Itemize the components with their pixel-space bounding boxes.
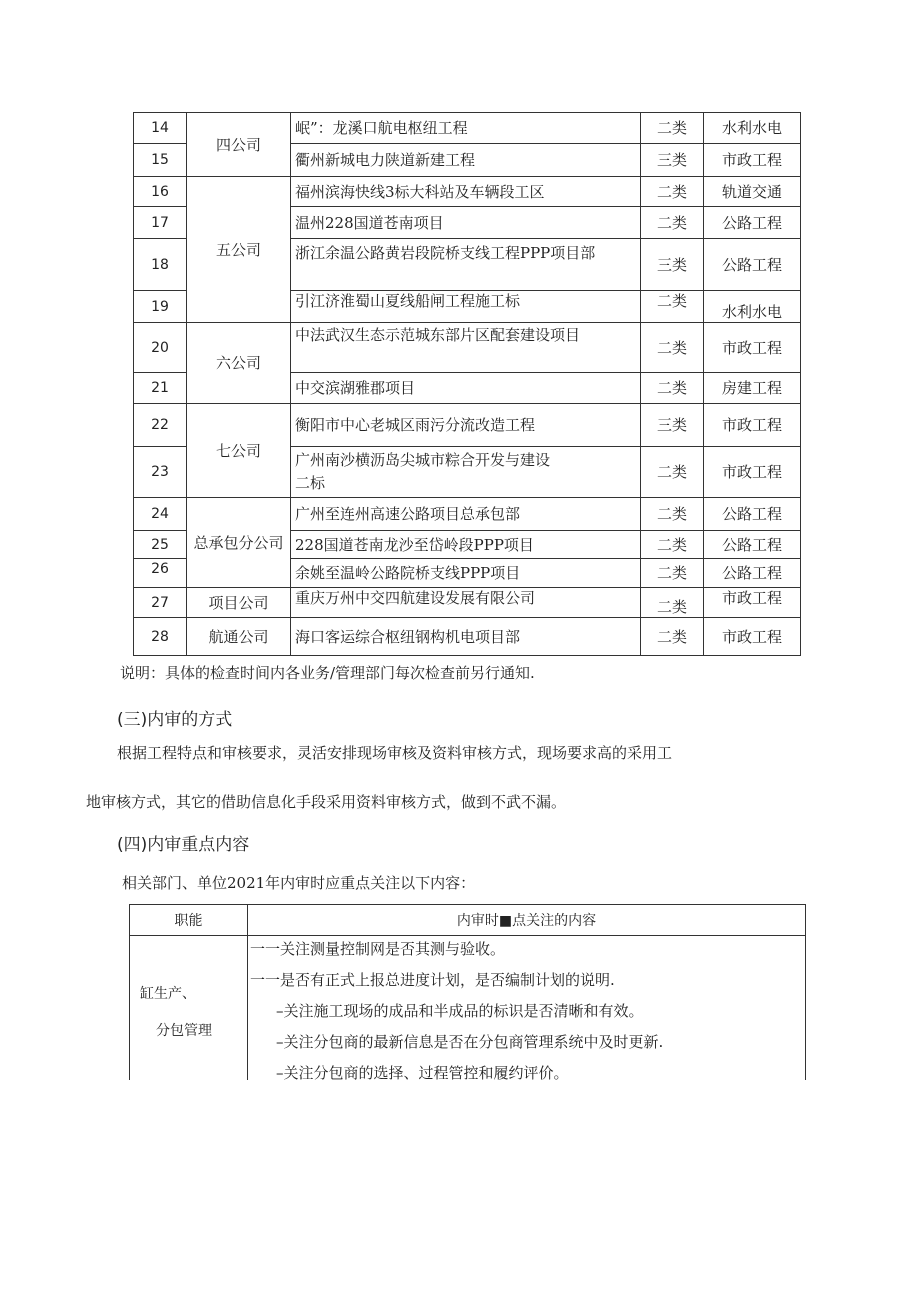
row-number: 26 xyxy=(134,559,187,588)
focus-item: 一一是否有正式上报总进度计划，是否编制计划的说明. xyxy=(250,971,615,989)
project-name: 广州至连州高速公路项目总承包部 xyxy=(291,498,641,531)
company-cell: 项目公司 xyxy=(187,588,291,618)
project-industry: 市政工程 xyxy=(704,404,801,447)
project-name: 重庆万州中交四航建设发展有限公司 xyxy=(291,588,641,618)
project-name: 引江济淮蜀山夏线船闸工程施工标 xyxy=(291,291,641,323)
company-cell: 七公司 xyxy=(187,404,291,498)
project-class: 二类 xyxy=(641,323,704,373)
project-industry: 市政工程 xyxy=(704,323,801,373)
section4-intro: 相关部门、单位2021年内审时应重点关注以下内容： xyxy=(122,874,476,892)
function-cell xyxy=(130,936,248,1081)
project-table xyxy=(133,112,801,656)
table-row xyxy=(134,177,801,207)
table-row xyxy=(134,113,801,144)
row-number: 27 xyxy=(134,588,187,618)
project-class: 三类 xyxy=(641,144,704,177)
row-number: 20 xyxy=(134,323,187,373)
function-line2: 分包管理 xyxy=(156,1023,212,1039)
project-name: 衡阳市中心老城区雨污分流改造工程 xyxy=(291,404,641,447)
function-line1: 缸生产、 xyxy=(140,986,196,1002)
project-name: 中法武汉生态示范城东部片区配套建设项目 xyxy=(291,323,641,373)
row-number: 19 xyxy=(134,291,187,323)
table-header-row xyxy=(130,905,806,936)
project-class: 二类 xyxy=(641,291,704,323)
project-name: 浙江余温公路黄岩段院桥支线工程PPP项目部 xyxy=(291,239,641,291)
project-industry: 市政工程 xyxy=(704,588,801,618)
audit-focus-table xyxy=(129,904,806,1080)
table-row xyxy=(134,404,801,447)
row-number: 16 xyxy=(134,177,187,207)
table-row xyxy=(134,618,801,656)
project-class: 三类 xyxy=(641,239,704,291)
focus-item: –关注施工现场的成品和半成品的标识是否清晰和有效。 xyxy=(276,1002,644,1020)
project-industry: 公路工程 xyxy=(704,207,801,239)
section4-title: (四)内审重点内容 xyxy=(117,835,250,855)
row-number: 25 xyxy=(134,531,187,559)
company-cell: 总承包分公司 xyxy=(187,498,291,588)
row-number: 22 xyxy=(134,404,187,447)
company-cell: 五公司 xyxy=(187,177,291,323)
section3-title: (三)内审的方式 xyxy=(117,710,233,730)
project-class: 二类 xyxy=(641,177,704,207)
row-number: 24 xyxy=(134,498,187,531)
row-number: 14 xyxy=(134,113,187,144)
table-row xyxy=(134,498,801,531)
row-number: 17 xyxy=(134,207,187,239)
project-class: 二类 xyxy=(641,531,704,559)
section3-para-line2: 地审核方式，其它的借助信息化手段采用资料审核方式，做到不武不漏。 xyxy=(86,793,567,811)
project-name: 衢州新城电力陕道新建工程 xyxy=(291,144,641,177)
company-cell: 航通公司 xyxy=(187,618,291,656)
project-name: 岷”：龙溪口航电枢纽工程 xyxy=(291,113,641,144)
project-name: 中交滨湖雅郡项目 xyxy=(291,373,641,404)
table-row xyxy=(130,936,806,1081)
project-class: 三类 xyxy=(641,404,704,447)
project-class: 二类 xyxy=(641,373,704,404)
row-number: 15 xyxy=(134,144,187,177)
project-class: 二类 xyxy=(641,498,704,531)
focus-item: –关注分包商的最新信息是否在分包商管理系统中及时更新. xyxy=(276,1033,664,1051)
header-focus: 内审时■点关注的内容 xyxy=(248,905,806,936)
focus-item: –关注分包商的选择、过程管控和履约评价。 xyxy=(276,1064,569,1082)
row-number: 23 xyxy=(134,447,187,498)
project-industry: 轨道交通 xyxy=(704,177,801,207)
project-name: 海口客运综合枢纽钢构机电项目部 xyxy=(291,618,641,656)
table-row xyxy=(134,323,801,373)
table-note: 说明：具体的检查时间内各业务/管理部门每次检查前另行通知. xyxy=(120,664,535,682)
project-industry: 市政工程 xyxy=(704,447,801,498)
project-industry: 水利水电 xyxy=(704,113,801,144)
project-industry: 水利水电 xyxy=(704,291,801,323)
project-industry: 房建工程 xyxy=(704,373,801,404)
row-number: 18 xyxy=(134,239,187,291)
project-class: 二类 xyxy=(641,588,704,618)
company-cell: 四公司 xyxy=(187,113,291,177)
project-industry: 公路工程 xyxy=(704,559,801,588)
row-number: 21 xyxy=(134,373,187,404)
project-class: 二类 xyxy=(641,618,704,656)
project-name-line2: 二标 xyxy=(295,474,326,492)
project-name: 228国道苍南龙沙至岱岭段PPP项目 xyxy=(291,531,641,559)
project-name: 余姚至温岭公路院桥支线PPP项目 xyxy=(291,559,641,588)
header-function: 职能 xyxy=(130,905,248,936)
project-industry: 公路工程 xyxy=(704,498,801,531)
company-cell: 六公司 xyxy=(187,323,291,404)
project-class: 二类 xyxy=(641,207,704,239)
project-class: 二类 xyxy=(641,559,704,588)
project-class: 二类 xyxy=(641,113,704,144)
project-industry: 市政工程 xyxy=(704,618,801,656)
project-name-line1: 广州南沙横沥岛尖城市粽合开发与建设 xyxy=(295,451,551,469)
focus-content-cell xyxy=(248,936,806,1081)
table-row xyxy=(134,588,801,618)
project-name: 福州滨海快线3标大科站及车辆段工区 xyxy=(291,177,641,207)
project-industry: 公路工程 xyxy=(704,531,801,559)
project-industry: 公路工程 xyxy=(704,239,801,291)
project-class: 二类 xyxy=(641,447,704,498)
project-industry: 市政工程 xyxy=(704,144,801,177)
row-number: 28 xyxy=(134,618,187,656)
section3-para-line1: 根据工程特点和审核要求，灵活安排现场审核及资料审核方式，现场要求高的采用工 xyxy=(117,744,673,762)
project-name: 温州228国道苍南项目 xyxy=(291,207,641,239)
project-name xyxy=(291,447,641,498)
focus-item: 一一关注测量控制网是否其测与验收。 xyxy=(250,940,506,958)
